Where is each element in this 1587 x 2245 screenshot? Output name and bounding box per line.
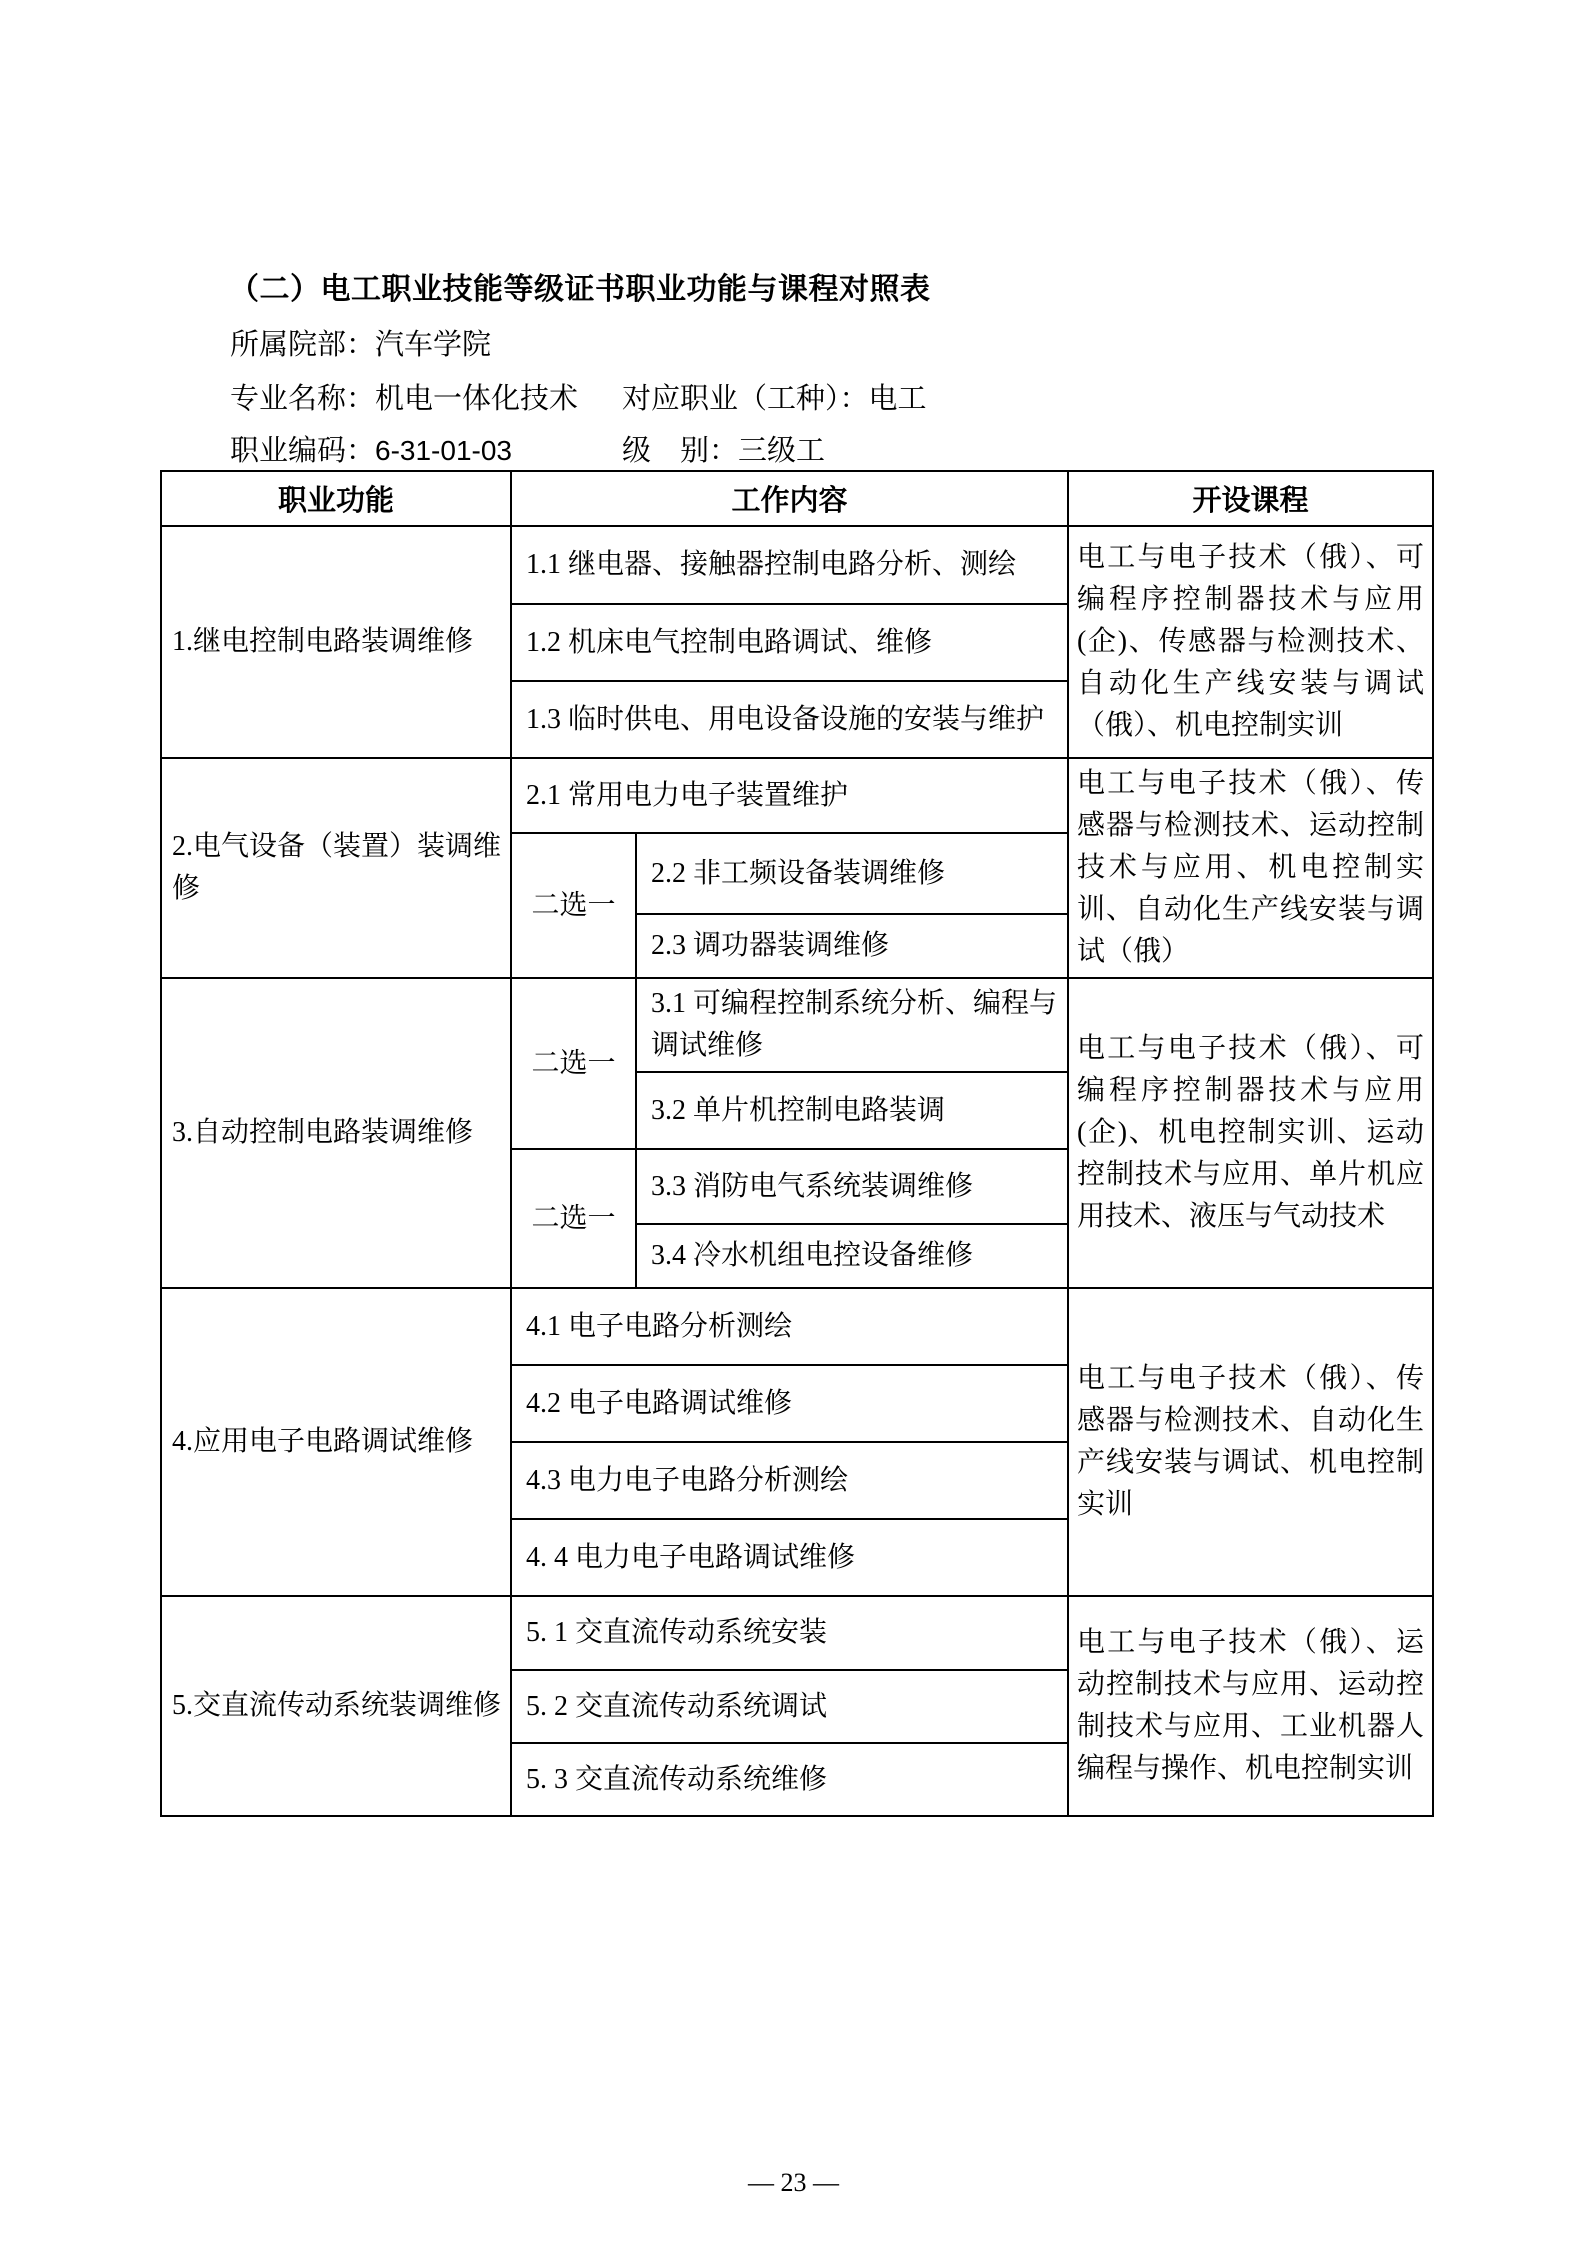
task-cell: 5. 3 交直流传动系统维修 xyxy=(511,1743,1068,1816)
courses-cell: 电工与电子技术（俄）、传感器与检测技术、运动控制技术与应用、机电控制实训、自动化生产线安装与调试（俄） xyxy=(1068,758,1433,978)
choose-one-cell: 二选一 xyxy=(511,978,636,1149)
department-value: 汽车学院 xyxy=(375,329,492,361)
task-cell: 2.3 调功器装调维修 xyxy=(636,914,1068,978)
info-line-department xyxy=(230,322,491,363)
task-cell: 1.1 继电器、接触器控制电路分析、测绘 xyxy=(511,526,1068,604)
major-group xyxy=(230,376,622,417)
task-cell: 2.1 常用电力电子装置维护 xyxy=(511,758,1068,833)
task-cell: 3.3 消防电气系统装调维修 xyxy=(636,1149,1068,1224)
task-cell: 4.3 电力电子电路分析测绘 xyxy=(511,1442,1068,1519)
function-cell: 5.交直流传动系统装调维修 xyxy=(161,1596,511,1816)
header-work-content: 工作内容 xyxy=(511,471,1068,526)
task-cell: 4.2 电子电路调试维修 xyxy=(511,1365,1068,1442)
page-title: （二）电工职业技能等级证书职业功能与课程对照表 xyxy=(229,273,931,306)
department-label: 所属院部： xyxy=(230,329,376,361)
code-label: 职业编码： xyxy=(230,435,376,467)
task-cell: 1.3 临时供电、用电设备设施的安装与维护 xyxy=(511,681,1068,758)
courses-cell: 电工与电子技术（俄）、传感器与检测技术、自动化生产线安装与调试、机电控制实训 xyxy=(1068,1288,1433,1596)
level-label: 级 别： xyxy=(622,435,739,467)
task-cell: 5. 2 交直流传动系统调试 xyxy=(511,1670,1068,1743)
major-label: 专业名称： xyxy=(230,383,376,415)
occupation-label: 对应职业（工种）： xyxy=(622,383,869,415)
choose-one-cell: 二选一 xyxy=(511,833,636,978)
task-cell: 3.4 冷水机组电控设备维修 xyxy=(636,1224,1068,1288)
choose-one-cell: 二选一 xyxy=(511,1149,636,1288)
courses-cell: 电工与电子技术（俄）、可编程序控制器技术与应用(企)、传感器与检测技术、自动化生产线安装与调试（俄）、机电控制实训 xyxy=(1068,526,1433,758)
function-cell: 4.应用电子电路调试维修 xyxy=(161,1288,511,1596)
function-cell: 2.电气设备（装置）装调维修 xyxy=(161,758,511,978)
code-group xyxy=(230,428,622,469)
page-number: — 23 — xyxy=(748,2168,839,2197)
task-cell: 3.2 单片机控制电路装调 xyxy=(636,1072,1068,1149)
major-value: 机电一体化技术 xyxy=(375,383,579,415)
header-courses: 开设课程 xyxy=(1068,471,1433,526)
task-cell: 4. 4 电力电子电路调试维修 xyxy=(511,1519,1068,1596)
courses-cell: 电工与电子技术（俄）、可编程序控制器技术与应用(企)、机电控制实训、运动控制技术与应用、单片机应用技术、液压与气动技术 xyxy=(1068,978,1433,1288)
function-course-table xyxy=(160,470,1434,1817)
function-cell: 3.自动控制电路装调维修 xyxy=(161,978,511,1288)
task-cell: 3.1 可编程控制系统分析、编程与调试维修 xyxy=(636,978,1068,1072)
level-value: 三级工 xyxy=(738,435,826,467)
task-cell: 4.1 电子电路分析测绘 xyxy=(511,1288,1068,1365)
courses-cell: 电工与电子技术（俄）、运动控制技术与应用、运动控制技术与应用、工业机器人编程与操作、机电控制实训 xyxy=(1068,1596,1433,1816)
info-line-code xyxy=(230,428,825,469)
task-cell: 2.2 非工频设备装调维修 xyxy=(636,833,1068,914)
header-function: 职业功能 xyxy=(161,471,511,526)
code-value: 6-31-01-03 xyxy=(375,435,512,466)
function-cell: 1.继电控制电路装调维修 xyxy=(161,526,511,758)
info-line-major xyxy=(230,376,927,417)
task-cell: 5. 1 交直流传动系统安装 xyxy=(511,1596,1068,1670)
occupation-value: 电工 xyxy=(868,383,927,415)
task-cell: 1.2 机床电气控制电路调试、维修 xyxy=(511,604,1068,681)
